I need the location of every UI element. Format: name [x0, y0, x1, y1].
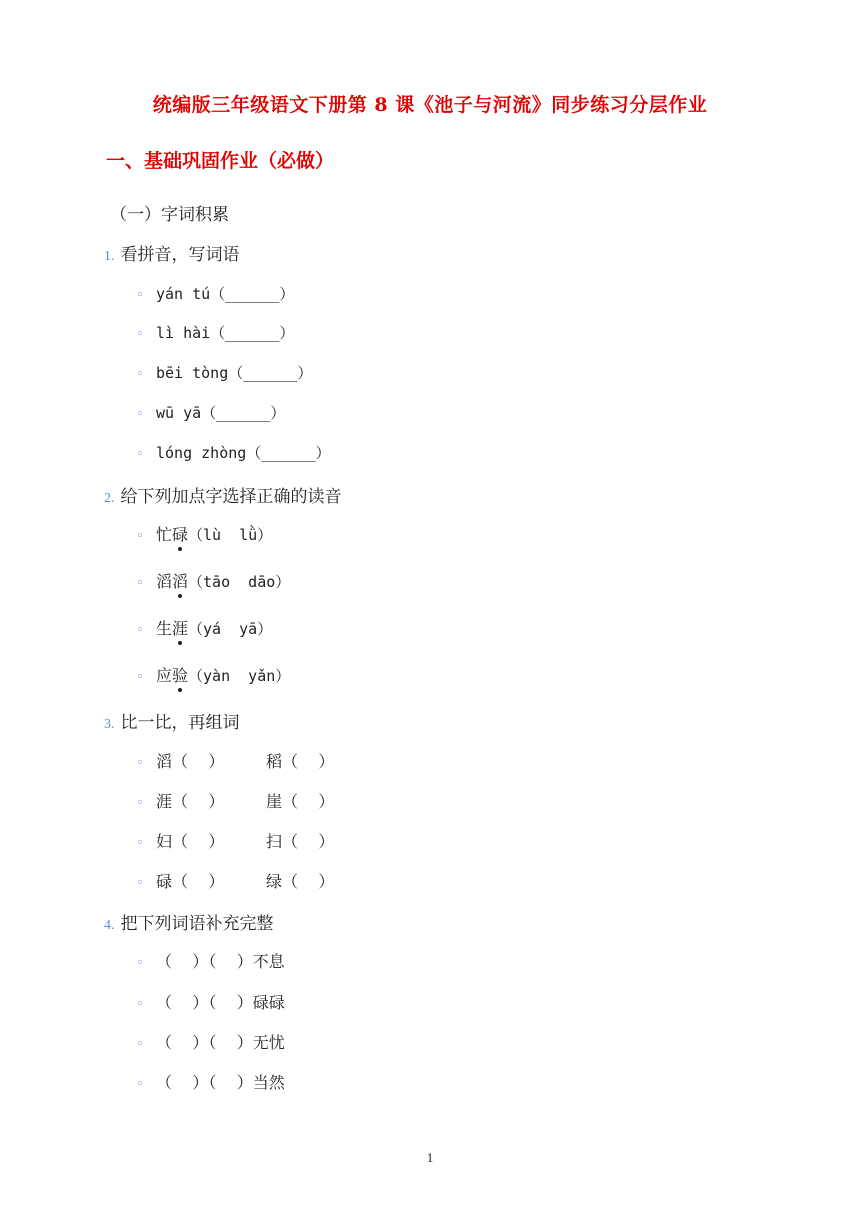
list-item [136, 616, 272, 639]
word-blank: 滔（ ） [156, 752, 225, 771]
pinyin-item: wū yā（______） [156, 404, 286, 422]
list-item [136, 1070, 285, 1093]
question-text: 给下列加点字选择正确的读音 [120, 487, 342, 507]
question-2 [104, 482, 342, 507]
reading-options: （yàn yǎn） [188, 667, 291, 685]
bullet-icon: ◦ [136, 529, 144, 544]
list-item [136, 1030, 285, 1053]
list-item [136, 283, 294, 304]
word-blank: 绿（ ） [266, 872, 335, 891]
list-item [136, 322, 294, 343]
dotted-character: 碌 [172, 522, 188, 545]
list-item [136, 949, 285, 972]
list-item [136, 869, 334, 892]
bullet-icon: ◦ [136, 407, 144, 422]
pinyin-item: bēi tòng（______） [156, 364, 313, 382]
list-item [136, 442, 331, 463]
list-item [136, 789, 334, 812]
word-blank: 碌（ ） [156, 872, 225, 891]
list-item [136, 362, 312, 383]
bullet-icon: ◦ [136, 997, 144, 1012]
reading-options: （tāo dāo） [188, 573, 291, 591]
bullet-icon: ◦ [136, 796, 144, 811]
word-blank: 涯（ ） [156, 792, 225, 811]
bullet-icon: ◦ [136, 1037, 144, 1052]
bullet-icon: ◦ [136, 876, 144, 891]
idiom-blank: （ ）（ ）不息 [156, 952, 285, 971]
idiom-blank: （ ）（ ）无忧 [156, 1033, 285, 1052]
list-item [136, 829, 334, 852]
list-item [136, 569, 290, 592]
word-blank: 妇（ ） [156, 832, 225, 851]
dotted-character: 滔 [172, 569, 188, 592]
question-number: 1. [104, 249, 115, 264]
document-title: 统编版三年级语文下册第 8 课《池子与河流》同步练习分层作业 [152, 94, 708, 116]
list-item [136, 990, 285, 1013]
word: 忙 [156, 525, 173, 544]
section-heading: 一、基础巩固作业（必做） [106, 150, 335, 172]
bullet-icon: ◦ [136, 367, 144, 382]
bullet-icon: ◦ [136, 956, 144, 971]
pinyin-item: lì hài（______） [156, 324, 295, 342]
word-blank: 扫（ ） [266, 832, 335, 851]
question-4 [104, 909, 274, 934]
word: 滔 [156, 572, 173, 591]
reading-options: （lù lǜ） [188, 526, 273, 544]
reading-options: （yá yā） [188, 620, 273, 638]
list-item [136, 749, 334, 772]
idiom-blank: （ ）（ ）碌碌 [156, 993, 285, 1012]
bullet-icon: ◦ [136, 623, 144, 638]
word: 生 [156, 619, 173, 638]
question-1 [104, 240, 240, 265]
bullet-icon: ◦ [136, 288, 144, 303]
dotted-character: 验 [172, 663, 188, 686]
word-blank: 稻（ ） [266, 752, 335, 771]
word-blank: 崖（ ） [266, 792, 335, 811]
subsection-heading: （一）字词积累 [110, 205, 229, 225]
list-item [136, 522, 272, 545]
bullet-icon: ◦ [136, 670, 144, 685]
dotted-character: 涯 [172, 616, 188, 639]
bullet-icon: ◦ [136, 327, 144, 342]
question-number: 3. [104, 717, 115, 732]
question-3 [104, 708, 240, 733]
question-text: 看拼音，写词语 [120, 245, 240, 265]
bullet-icon: ◦ [136, 836, 144, 851]
bullet-icon: ◦ [136, 756, 144, 771]
question-text: 比一比，再组词 [120, 713, 240, 733]
question-text: 把下列词语补充完整 [120, 914, 274, 934]
question-number: 2. [104, 491, 115, 506]
bullet-icon: ◦ [136, 447, 144, 462]
list-item [136, 663, 290, 686]
page-number: 1 [426, 1150, 434, 1165]
pinyin-item: lóng zhòng（______） [156, 444, 331, 462]
idiom-blank: （ ）（ ）当然 [156, 1073, 285, 1092]
pinyin-item: yán tú（______） [156, 285, 295, 303]
question-number: 4. [104, 918, 115, 933]
bullet-icon: ◦ [136, 1077, 144, 1092]
word: 应 [156, 666, 173, 685]
list-item [136, 402, 285, 423]
bullet-icon: ◦ [136, 576, 144, 591]
